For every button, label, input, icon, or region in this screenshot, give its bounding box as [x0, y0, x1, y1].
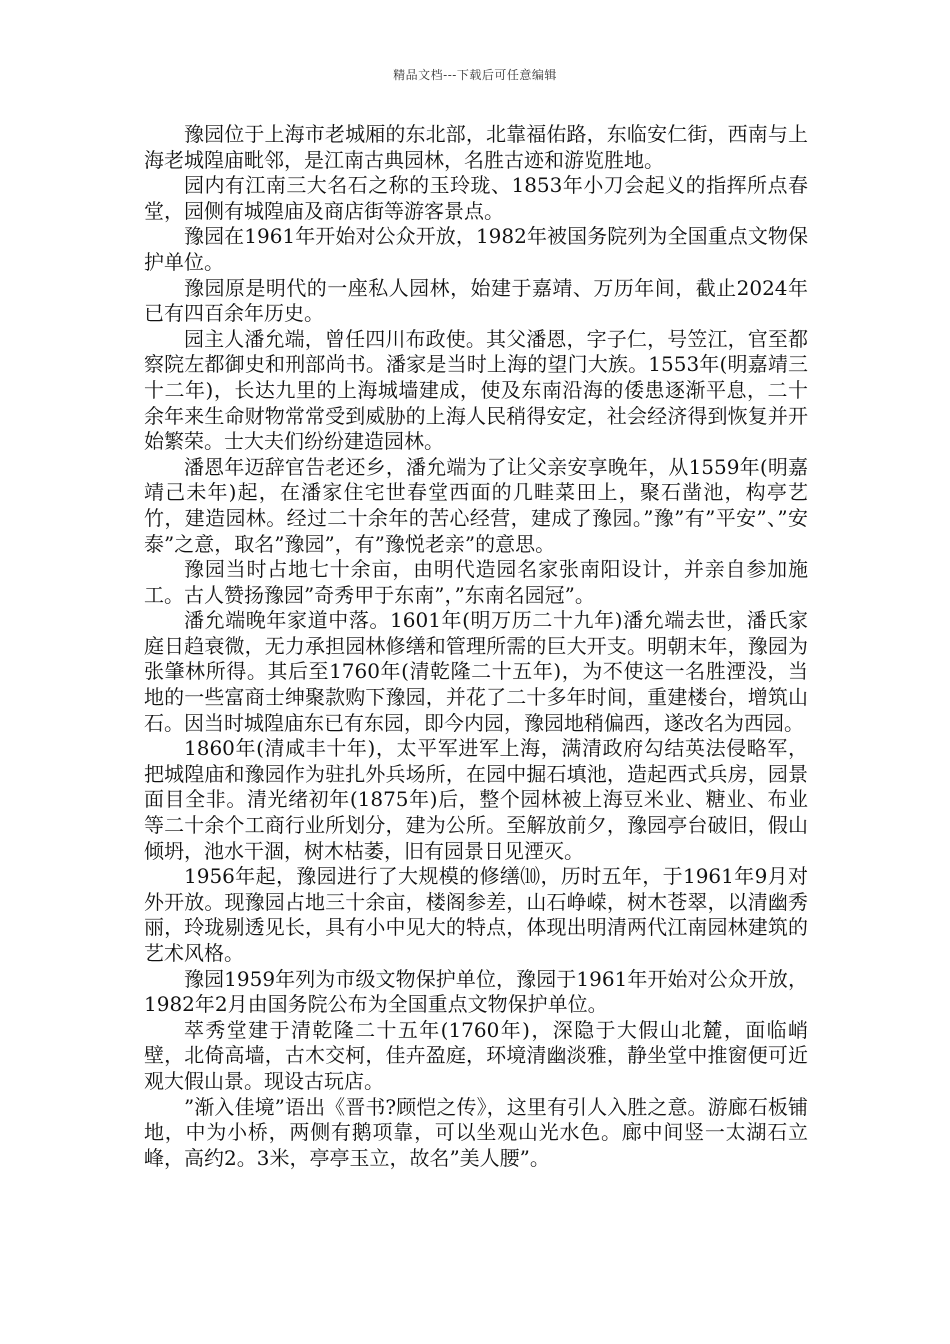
paragraph: 潘允端晚年家道中落。1601年(明万历二十九年)潘允端去世，潘氏家庭日趋衰微，无力承担园林修缮和管理所需的巨大开支。明朝末年，豫园为张肇林所得。其后至1760年(清乾隆二十五年)，为不使这一名胜湮没，当地的一些富商士绅聚款购下豫园，并花了二十多年时间，重建楼台，增筑山石。因当时城隍庙东已有东园，即今内园，豫园地稍偏西，遂改名为西园。: [144, 608, 808, 735]
paragraph: 豫园当时占地七十余亩，由明代造园名家张南阳设计，并亲自参加施工。古人赞扬豫园”奇秀甲于东南”，”东南名园冠”。: [144, 557, 808, 607]
document-body: [144, 122, 808, 1171]
page-header: 精品文档---下载后可任意编辑: [393, 68, 557, 82]
paragraph: 豫园原是明代的一座私人园林，始建于嘉靖、万历年间，截止2024年已有四百余年历史。: [144, 275, 808, 326]
paragraph: 1956年起，豫园进行了大规模的修缮⑽，历时五年，于1961年9月对外开放。现豫园占地三十余亩，楼阁参差，山石峥嵘，树木苍翠，以清幽秀丽，玲珑剔透见长，具有小中见大的特点，体现出明清两代江南园林建筑的艺术风格。: [144, 864, 808, 965]
paragraph: 萃秀堂建于清乾隆二十五年(1760年)，深隐于大假山北麓，面临峭壁，北倚高墙，古木交柯，佳卉盈庭，环境清幽淡雅，静坐堂中推窗便可近观大假山景。现设古玩店。: [144, 1017, 808, 1093]
paragraph: 豫园在1961年开始对公众开放，1982年被国务院列为全国重点文物保护单位。: [144, 224, 808, 274]
paragraph: 园内有江南三大名石之称的玉玲珑、1853年小刀会起义的指挥所点春堂，园侧有城隍庙及商店街等游客景点。: [144, 173, 808, 223]
paragraph: 潘恩年迈辞官告老还乡，潘允端为了让父亲安享晚年，从1559年(明嘉靖己未年)起，在潘家住宅世春堂西面的几畦菜田上，聚石凿池，构亭艺竹，建造园林。经过二十余年的苦心经营，建成了豫园。”豫”有”平安”、”安泰”之意，取名”豫园”，有”豫悦老亲”的意思。: [144, 454, 808, 556]
paragraph: 1860年(清咸丰十年)，太平军进军上海，满清政府勾结英法侵略军，把城隍庙和豫园作为驻扎外兵场所，在园中掘石填池，造起西式兵房，园景面目全非。清光绪初年(1875年)后，整个园林被上海豆米业、糖业、布业等二十余个工商行业所划分，建为公所。至解放前夕，豫园亭台破旧，假山倾坍，池水干涸，树木枯萎，旧有园景日见湮灭。: [144, 736, 808, 863]
paragraph: 园主人潘允端，曾任四川布政使。其父潘恩，字子仁，号笠江，官至都察院左都御史和刑部尚书。潘家是当时上海的望门大族。1553年(明嘉靖三十二年)，长达九里的上海城墙建成，使及东南沿海的倭患逐渐平息，二十余年来生命财物常常受到威胁的上海人民稍得安定，社会经济得到恢复并开始繁荣。士大夫们纷纷建造园林。: [144, 326, 808, 454]
paragraph: 豫园位于上海市老城厢的东北部，北靠福佑路，东临安仁街，西南与上海老城隍庙毗邻，是江南古典园林，名胜古迹和游览胜地。: [144, 122, 808, 172]
paragraph: ”渐入佳境”语出《晋书?顾恺之传》，这里有引人入胜之意。游廊石板铺地，中为小桥，两侧有鹅项靠，可以坐观山光水色。廊中间竖一太湖石立峰，高约2。3米，亭亭玉立，故名”美人腰”。: [144, 1094, 808, 1170]
paragraph: 豫园1959年列为市级文物保护单位，豫园于1961年开始对公众开放，1982年2月由国务院公布为全国重点文物保护单位。: [144, 966, 808, 1017]
